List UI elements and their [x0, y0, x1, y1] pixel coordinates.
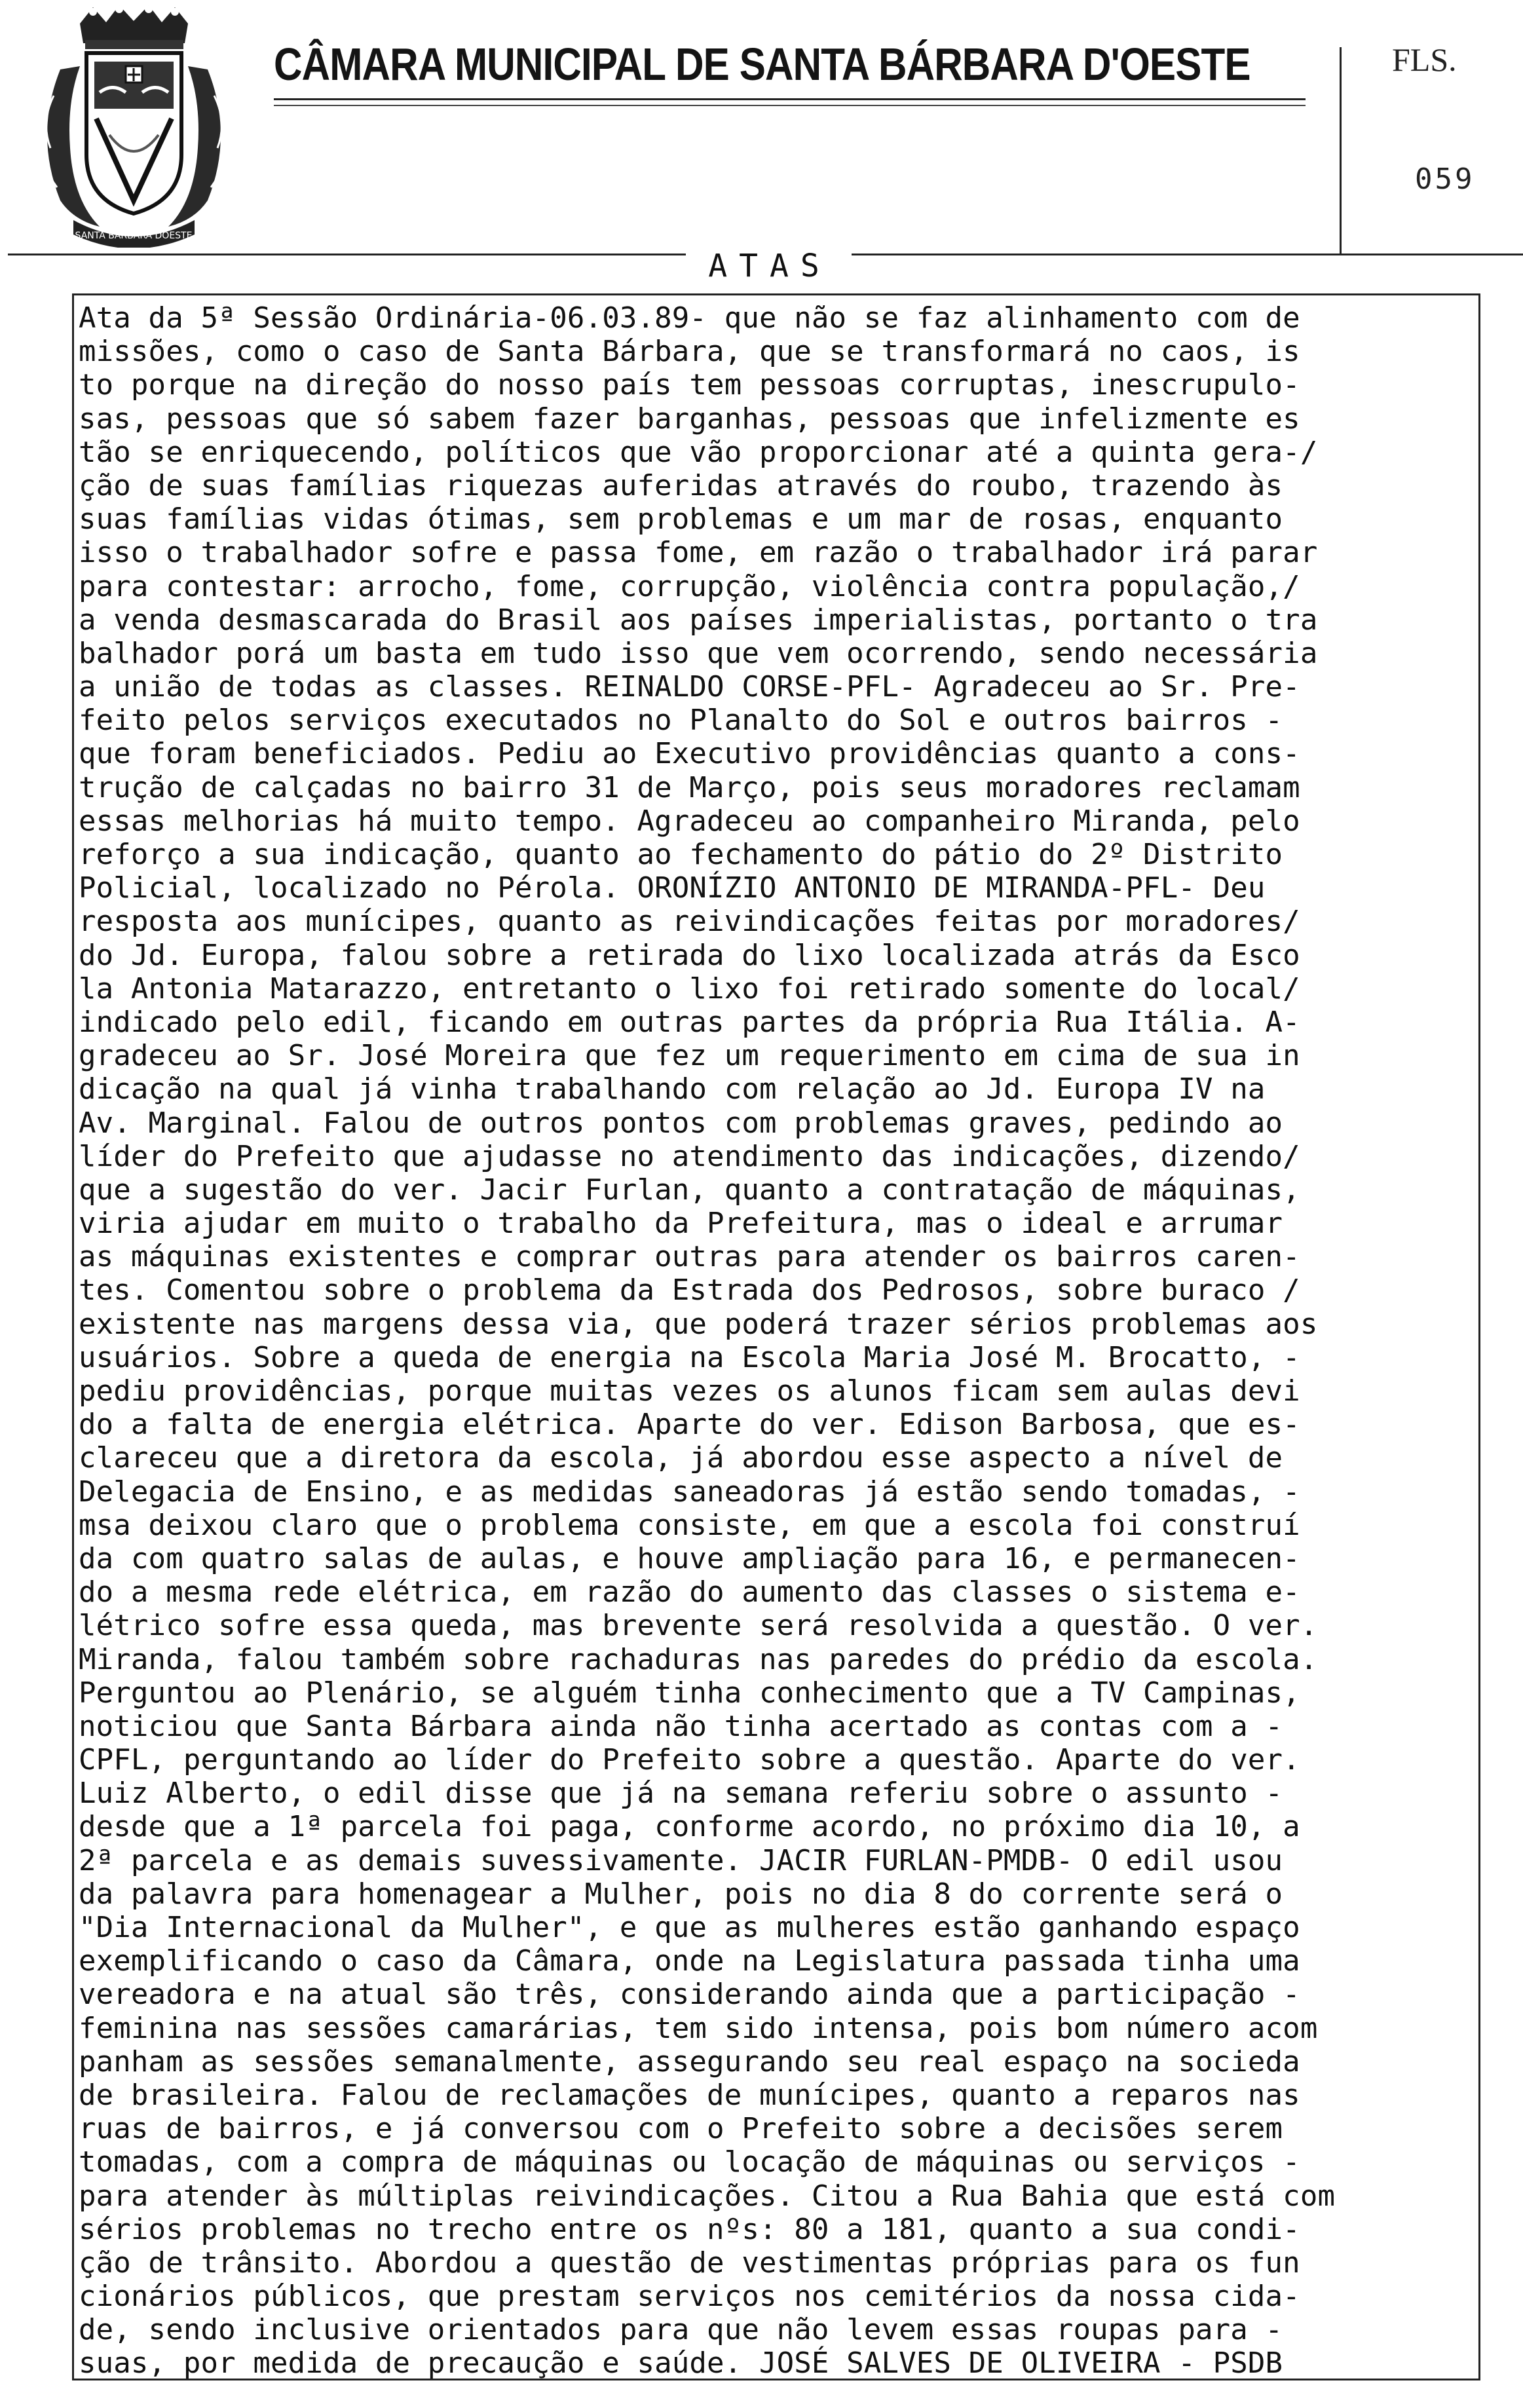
municipal-seal-icon — [34, 4, 234, 248]
text-line: indicado pelo edil, ficando em outras partes da própria Rua Itália. A- — [79, 1005, 1300, 1039]
text-line: do Jd. Europa, falou sobre a retirada do lixo localizada atrás da Esco — [79, 938, 1300, 972]
text-line: resposta aos munícipes, quanto as reivindicações feitas por moradores/ — [79, 905, 1300, 939]
text-line: tomadas, com a compra de máquinas ou locação de máquinas ou serviços - — [79, 2145, 1300, 2179]
text-line: essas melhorias há muito tempo. Agradeceu ao companheiro Miranda, pelo — [79, 804, 1300, 838]
text-line: 2ª parcela e as demais suvessivamente. JACIR FURLAN-PMDB- O edil usou — [79, 1843, 1283, 1877]
text-line: de brasileira. Falou de reclamações de munícipes, quanto a reparos nas — [79, 2078, 1300, 2112]
text-line: panham as sessões semanalmente, assegurando seu real espaço na socieda — [79, 2044, 1300, 2079]
text-line: Av. Marginal. Falou de outros pontos com problemas graves, pedindo ao — [79, 1106, 1283, 1140]
text-line: que foram beneficiados. Pediu ao Executivo providências quanto a cons- — [79, 737, 1300, 771]
text-line: para contestar: arrocho, fome, corrupção, violência contra população,/ — [79, 569, 1300, 603]
section-rule-right — [852, 254, 1523, 255]
text-line: viria ajudar em muito o trabalho da Prefeitura, mas o ideal e arrumar — [79, 1207, 1283, 1241]
text-line: msa deixou claro que o problema consiste, em que a escola foi construí — [79, 1508, 1300, 1542]
page-number: 059 — [1415, 162, 1475, 196]
text-line: létrico sofre essa queda, mas brevente será resolvida a questão. O ver. — [79, 1609, 1318, 1643]
text-line: que a sugestão do ver. Jacir Furlan, quanto a contratação de máquinas, — [79, 1173, 1300, 1207]
text-line: a venda desmascarada do Brasil aos países imperialistas, portanto o tra — [79, 603, 1318, 637]
text-line: reforço a sua indicação, quanto ao fechamento do pátio do 2º Distrito — [79, 838, 1283, 871]
text-line: tão se enriquecendo, políticos que vão proporcionar até a quinta gera-/ — [79, 435, 1318, 469]
text-line: sas, pessoas que só sabem fazer barganhas, pessoas que infelizmente es — [79, 402, 1300, 436]
text-line: as máquinas existentes e comprar outras para atender os bairros caren- — [79, 1240, 1300, 1274]
text-line: a união de todas as classes. REINALDO CORSE-PFL- Agradeceu ao Sr. Pre- — [79, 670, 1300, 704]
text-line: dicação na qual já vinha trabalhando com relação ao Jd. Europa IV na — [79, 1072, 1266, 1106]
text-line: tes. Comentou sobre o problema da Estrada dos Pedrosos, sobre buraco / — [79, 1273, 1300, 1307]
text-line: do a falta de energia elétrica. Aparte do ver. Edison Barbosa, que es- — [79, 1408, 1300, 1442]
text-line: Luiz Alberto, o edil disse que já na semana referiu sobre o assunto - — [79, 1777, 1283, 1811]
text-line: de, sendo inclusive orientados para que não levem essas roupas para - — [79, 2313, 1283, 2347]
text-line: da com quatro salas de aulas, e houve ampliação para 16, e permanecen- — [79, 1541, 1300, 1575]
text-line: exemplificando o caso da Câmara, onde na Legislatura passada tinha uma — [79, 1944, 1300, 1978]
text-line: vereadora e na atual são três, considerando ainda que a participação - — [79, 1978, 1300, 2012]
text-line: noticiou que Santa Bárbara ainda não tinha acertado as contas com a - — [79, 1709, 1283, 1743]
text-line: ção de suas famílias riquezas auferidas através do roubo, trazendo às — [79, 468, 1283, 502]
text-line: missões, como o caso de Santa Bárbara, que se transformará no caos, is — [79, 335, 1300, 369]
text-line: trução de calçadas no bairro 31 de Março, pois seus moradores reclamam — [79, 770, 1300, 804]
text-line: Delegacia de Ensino, e as medidas saneadoras já estão sendo tomadas, - — [79, 1475, 1300, 1509]
text-line: do a mesma rede elétrica, em razão do aumento das classes o sistema e- — [79, 1575, 1300, 1609]
text-line: Policial, localizado no Pérola. ORONÍZIO ANTONIO DE MIRANDA-PFL- Deu — [79, 871, 1266, 905]
text-line: existente nas margens dessa via, que poderá trazer sérios problemas aos — [79, 1307, 1318, 1341]
section-heading: ATAS — [708, 248, 831, 284]
header-divider — [1340, 47, 1342, 255]
text-line: feminina nas sessões camarárias, tem sido intensa, pois bom número acom — [79, 2011, 1318, 2045]
text-line: clareceu que a diretora da escola, já abordou esse aspecto a nível de — [79, 1441, 1283, 1475]
text-line: usuários. Sobre a queda de energia na Escola Maria José M. Brocatto, - — [79, 1340, 1300, 1374]
text-line: balhador porá um basta em tudo isso que vem ocorrendo, sendo necessária — [79, 636, 1318, 670]
text-line: suas famílias vidas ótimas, sem problemas e um mar de rosas, enquanto — [79, 502, 1283, 536]
text-line: ruas de bairros, e já conversou com o Prefeito sobre a decisões serem — [79, 2112, 1283, 2146]
text-line: gradeceu ao Sr. José Moreira que fez um requerimento em cima de sua in — [79, 1039, 1300, 1073]
text-line: ção de trânsito. Abordou a questão de vestimentas próprias para os fun — [79, 2246, 1300, 2280]
text-line: to porque na direção do nosso país tem pessoas corruptas, inescrupulo- — [79, 368, 1300, 402]
text-line: "Dia Internacional da Mulher", e que as mulheres estão ganhando espaço — [79, 1911, 1300, 1944]
text-line: líder do Prefeito que ajudasse no atendimento das indicações, dizendo/ — [79, 1139, 1300, 1173]
text-line: da palavra para homenagear a Mulher, pois no dia 8 do corrente será o — [79, 1877, 1283, 1911]
text-line: la Antonia Matarazzo, entretanto o lixo foi retirado somente do local/ — [79, 971, 1300, 1006]
title-rule-secondary — [274, 105, 1306, 106]
text-line: isso o trabalhador sofre e passa fome, em razão o trabalhador irá parar — [79, 536, 1318, 570]
text-line: feito pelos serviços executados no Planalto do Sol e outros bairros - — [79, 704, 1283, 738]
text-line: cionários públicos, que prestam serviços nos cemitérios da nossa cida- — [79, 2280, 1300, 2314]
minutes-body — [79, 301, 1474, 2380]
text-line: pediu providências, porque muitas vezes os alunos ficam sem aulas devi — [79, 1374, 1300, 1408]
seal-motto: SANTA BARBARA DOESTE — [75, 231, 193, 241]
text-line: suas, por medida de precaução e saúde. JOSÉ SALVES DE OLIVEIRA - PSDB — [79, 2346, 1283, 2380]
text-line: Perguntou ao Plenário, se alguém tinha conhecimento que a TV Campinas, — [79, 1676, 1300, 1710]
section-rule-left — [8, 254, 686, 255]
text-line: Miranda, falou também sobre rachaduras nas paredes do prédio da escola. — [79, 1642, 1318, 1676]
title-rule — [274, 98, 1306, 100]
text-line: CPFL, perguntando ao líder do Prefeito sobre a questão. Aparte do ver. — [79, 1743, 1300, 1777]
text-line: desde que a 1ª parcela foi paga, conforme acordo, no próximo dia 10, a — [79, 1810, 1300, 1844]
text-line: Ata da 5ª Sessão Ordinária-06.03.89- que não se faz alinhamento com de — [79, 301, 1300, 335]
fls-label: FLS. — [1392, 41, 1457, 78]
text-line: para atender às múltiplas reivindicações. Citou a Rua Bahia que está com — [79, 2179, 1336, 2213]
page-title: CÂMARA MUNICIPAL DE SANTA BÁRBARA D'OESTE — [274, 39, 1250, 90]
text-line: sérios problemas no trecho entre os nºs: 80 a 181, quanto a sua condi- — [79, 2212, 1300, 2246]
